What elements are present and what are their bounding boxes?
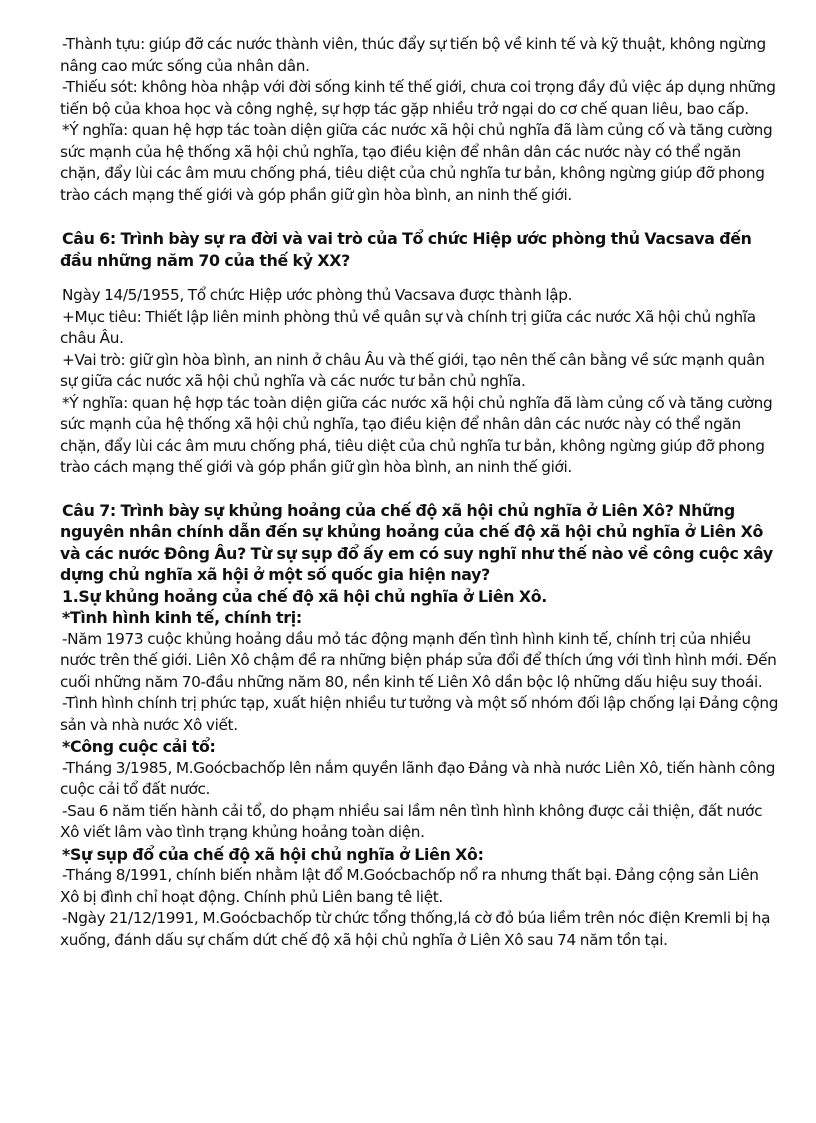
reform-start-paragraph: -Tháng 3/1985, M.Goócbachốp lên nắm quyền lãnh đạo Đảng và nhà nước Liên Xô, tiến hành công cuộc cải tổ đất nước. — [60, 758, 776, 798]
situation-economy-paragraph: -Năm 1973 cuộc khủng hoảng dầu mỏ tác động mạnh đến tình hình kinh tế, chính trị của nhiều nước trên thế giới. Liên Xô chậm đề ra những biện pháp sửa đổi để thích ứng với tình hình mới. Đến cuối những năm 70-đầu những năm 80, nền kinh tế Liên Xô dần bộc lộ những dấu hiệu suy thoái. — [60, 629, 777, 691]
collapse-end-paragraph: -Ngày 21/12/1991, M.Goócbachốp từ chức tổng thống,lá cờ đỏ búa liềm trên nóc điện Kremli bị hạ xuống, đánh dấu sự chấm dứt chế độ xã hội chủ nghĩa ở Liên Xô sau 74 năm tồn tại. — [60, 909, 771, 949]
achievement-paragraph: -Thành tựu: giúp đỡ các nước thành viên, thúc đẩy sự tiến bộ về kinh tế và kỹ thuật, không ngừng nâng cao mức sống của nhân dân. — [60, 35, 766, 75]
situation-heading: *Tình hình kinh tế, chính trị: — [62, 608, 302, 627]
collapse-coup-paragraph: -Tháng 8/1991, chính biến nhằm lật đổ M.Goócbachốp nổ ra nhưng thất bại. Đảng cộng sản Liên Xô bị đình chỉ hoạt động. Chính phủ Liên bang tê liệt. — [60, 866, 759, 906]
founding-paragraph: Ngày 14/5/1955, Tổ chức Hiệp ước phòng thủ Vacsava được thành lập. — [62, 286, 573, 304]
reform-heading: *Công cuộc cải tổ: — [62, 737, 216, 756]
goal-paragraph: +Mục tiêu: Thiết lập liên minh phòng thủ về quân sự và chính trị giữa các nước Xã hội chủ nghĩa châu Âu. — [60, 307, 756, 347]
reform-result-paragraph: -Sau 6 năm tiến hành cải tổ, do phạm nhiều sai lầm nên tình hình không được cải thiện, đất nước Xô viết lâm vào tình trạng khủng hoảng toàn diện. — [60, 801, 763, 841]
collapse-heading: *Sự sụp đổ của chế độ xã hội chủ nghĩa ở Liên Xô: — [62, 844, 484, 864]
subheading-crisis: 1.Sự khủng hoảng của chế độ xã hội chủ nghĩa ở Liên Xô. — [62, 586, 547, 606]
question-7-heading: Câu 7: Trình bày sự khủng hoảng của chế độ xã hội chủ nghĩa ở Liên Xô? Những nguyên nhân chính dẫn đến sự khủng hoảng của chế độ xã hội chủ nghĩa ở Liên Xô và các nước Đông Âu? Từ sự sụp đổ ấy em có suy nghĩ như thế nào về công cuộc xây dựng chủ nghĩa xã hội ở một số quốc gia hiện nay? — [60, 500, 773, 584]
warsaw-significance-paragraph: *Ý nghĩa: quan hệ hợp tác toàn diện giữa các nước xã hội chủ nghĩa đã làm củng cố và tăng cường sức mạnh của hệ thống xã hội chủ nghĩa, tạo điều kiện để nhân dân các nước này có thể ngăn chặn, đẩy lùi các âm mưu chống phá, tiêu diệt của chủ nghĩa tư bản, không ngừng giúp đỡ phong trào cách mạng thế giới và góp phần giữ gìn hòa bình, an ninh thế giới. — [60, 393, 773, 476]
question-6-heading: Câu 6: Trình bày sự ra đời và vai trò của Tổ chức Hiệp ước phòng thủ Vacsava đến đầu những năm 70 của thế kỷ XX? — [60, 229, 752, 270]
document-page — [60, 34, 780, 951]
situation-politics-paragraph: -Tình hình chính trị phức tạp, xuất hiện nhiều tư tưởng và một số nhóm đối lập chống lại Đảng cộng sản và nhà nước Xô viết. — [60, 694, 779, 734]
role-paragraph: +Vai trò: giữ gìn hòa bình, an ninh ở châu Âu và thế giới, tạo nên thế cân bằng về sức mạnh quân sự giữa các nước xã hội chủ nghĩa và các nước tư bản chủ nghĩa. — [60, 350, 765, 390]
significance-paragraph: *Ý nghĩa: quan hệ hợp tác toàn diện giữa các nước xã hội chủ nghĩa đã làm củng cố và tăng cường sức mạnh của hệ thống xã hội chủ nghĩa, tạo điều kiện để nhân dân các nước này có thể ngăn chặn, đẩy lùi các âm mưu chống phá, tiêu diệt của chủ nghĩa tư bản, không ngừng giúp đỡ phong trào cách mạng thế giới và góp phần giữ gìn hòa bình, an ninh thế giới. — [60, 121, 773, 204]
shortcoming-paragraph: -Thiếu sót: không hòa nhập với đời sống kinh tế thế giới, chưa coi trọng đầy đủ việc áp dụng những tiến bộ của khoa học và công nghệ, sự hợp tác gặp nhiều trở ngại do cơ chế quan liêu, bao cấp. — [60, 78, 776, 118]
